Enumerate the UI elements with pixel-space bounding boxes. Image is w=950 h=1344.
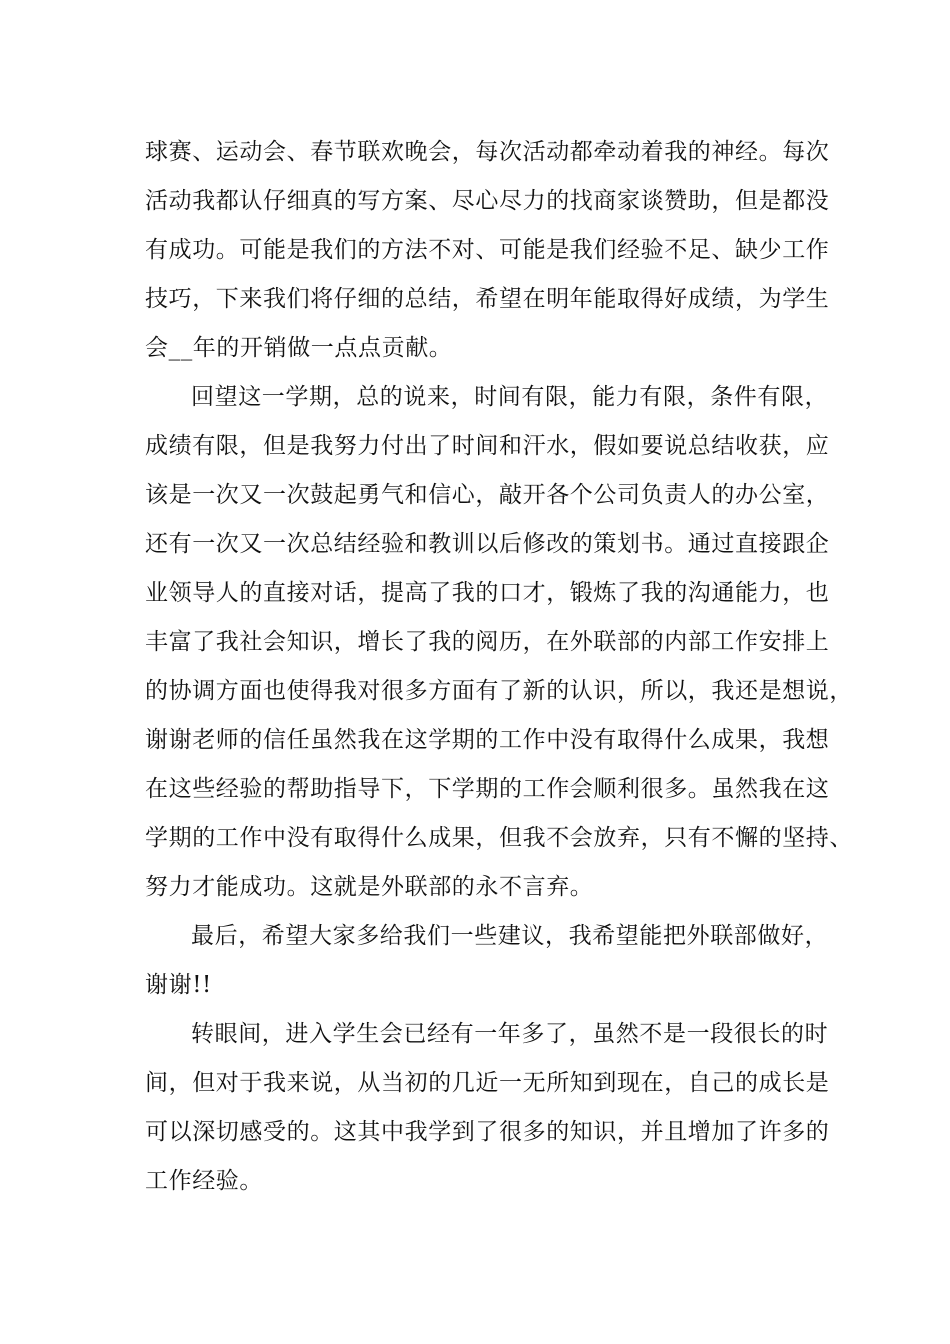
text-line: 工作经验。 bbox=[145, 1168, 263, 1194]
text-line: 会__年的开销做一点点贡献。 bbox=[145, 335, 453, 361]
text-line: 可以深切感受的。这其中我学到了很多的知识，并且增加了许多的 bbox=[145, 1119, 830, 1145]
text-line: 球赛、运动会、春节联欢晚会，每次活动都牵动着我的神经。每次 bbox=[145, 139, 830, 165]
text-line: 丰富了我社会知识，增长了我的阅历，在外联部的内部工作安排上 bbox=[145, 629, 830, 655]
text-line: 成绩有限，但是我努力付出了时间和汗水，假如要说总结收获，应 bbox=[145, 433, 830, 459]
paragraph-1 bbox=[145, 128, 830, 373]
text-line: 技巧，下来我们将仔细的总结，希望在明年能取得好成绩，为学生 bbox=[145, 286, 830, 312]
paragraph-4 bbox=[145, 1010, 830, 1206]
text-line: 还有一次又一次总结经验和教训以后修改的策划书。通过直接跟企 bbox=[145, 531, 830, 557]
text-line: 在这些经验的帮助指导下，下学期的工作会顺利很多。虽然我在这 bbox=[145, 776, 830, 802]
text-line: 该是一次又一次鼓起勇气和信心，敲开各个公司负责人的办公室， bbox=[145, 482, 830, 508]
text-line: 努力才能成功。这就是外联部的永不言弃。 bbox=[145, 874, 594, 900]
text-line: 谢谢!! bbox=[145, 972, 212, 998]
text-line: 学期的工作中没有取得什么成果，但我不会放弃，只有不懈的坚持、 bbox=[145, 825, 853, 851]
text-line: 最后，希望大家多给我们一些建议，我希望能把外联部做好， bbox=[191, 923, 829, 949]
document-body bbox=[145, 128, 853, 1206]
text-line: 谢谢老师的信任虽然我在这学期的工作中没有取得什么成果，我想 bbox=[145, 727, 830, 753]
paragraph-2 bbox=[145, 373, 853, 912]
text-line: 回望这一学期，总的说来，时间有限，能力有限，条件有限， bbox=[191, 384, 829, 410]
text-line: 转眼间，进入学生会已经有一年多了，虽然不是一段很长的时 bbox=[191, 1021, 829, 1047]
text-line: 的协调方面也使得我对很多方面有了新的认识，所以，我还是想说， bbox=[145, 678, 853, 704]
paragraph-3 bbox=[145, 912, 829, 1010]
text-line: 活动我都认仔细真的写方案、尽心尽力的找商家谈赞助，但是都没 bbox=[145, 188, 830, 214]
text-line: 间，但对于我来说，从当初的几近一无所知到现在，自己的成长是 bbox=[145, 1070, 830, 1096]
text-line: 有成功。可能是我们的方法不对、可能是我们经验不足、缺少工作 bbox=[145, 237, 830, 263]
text-line: 业领导人的直接对话，提高了我的口才，锻炼了我的沟通能力，也 bbox=[145, 580, 830, 606]
